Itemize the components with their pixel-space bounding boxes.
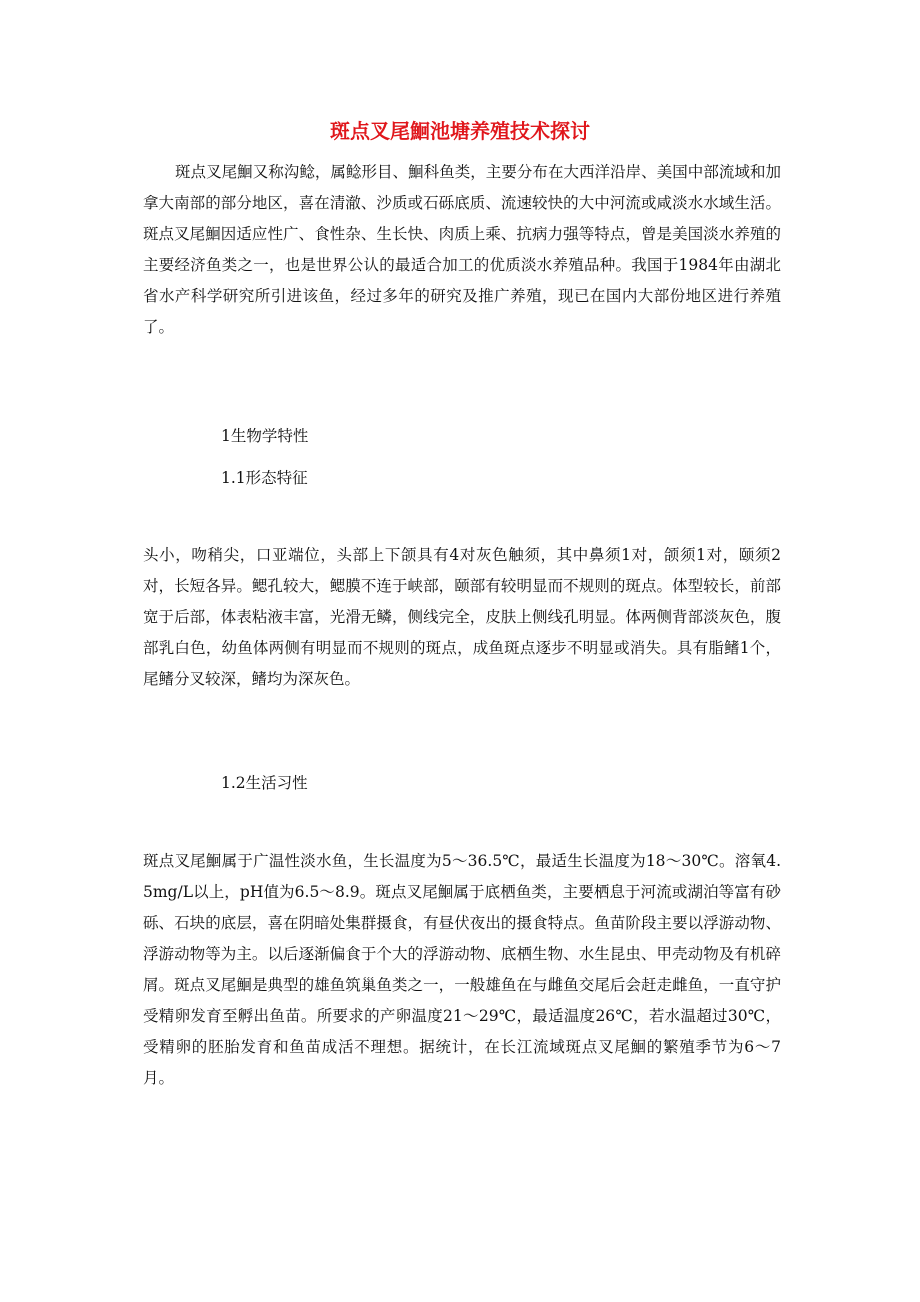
morphology-paragraph: 头小，吻稍尖，口亚端位，头部上下颌具有4对灰色触须，其中鼻须1对，颌须1对，颐须2对，长短各异。鳃孔较大，鳃膜不连于峡部，颐部有较明显而不规则的斑点。体型较长，前部宽于后部，体表粘液丰富，光滑无鳞，侧线完全，皮肤上侧线孔明显。体两侧背部淡灰色，腹部乳白色，幼鱼体两侧有明显而不规则的斑点，成鱼斑点逐步不明显或消失。具有脂鳍1个，尾鳍分叉较深，鳍均为深灰色。 [143, 546, 781, 688]
section-heading-biology: 1生物学特性 [221, 427, 309, 445]
intro-paragraph: 斑点叉尾鮰又称沟鲶，属鲶形目、鮰科鱼类，主要分布在大西洋沿岸、美国中部流域和加拿大南部的部分地区，喜在清澈、沙质或石砾底质、流速较快的大中河流或咸淡水水域生活。斑点叉尾鮰因适应性广、食性杂、生长快、肉质上乘、抗病力强等特点，曾是美国淡水养殖的主要经济鱼类之一，也是世界公认的最适合加工的优质淡水养殖品种。我国于1984年由湖北省水产科学研究所引进该鱼，经过多年的研究及推广养殖，现已在国内大部份地区进行养殖了。 [143, 163, 781, 336]
habits-paragraph: 斑点叉尾鮰属于广温性淡水鱼，生长温度为5～36.5℃，最适生长温度为18～30℃。溶氧4.5mg/L以上，pH值为6.5～8.9。斑点叉尾鮰属于底栖鱼类，主要栖息于河流或湖泊等富有砂砾、石块的底层，喜在阴暗处集群摄食，有昼伏夜出的摄食特点。鱼苗阶段主要以浮游动物、浮游动物等为主。以后逐渐偏食于个大的浮游动物、底栖生物、水生昆虫、甲壳动物及有机碎屑。斑点叉尾鮰是典型的雄鱼筑巢鱼类之一，一般雄鱼在与雌鱼交尾后会赶走雌鱼，一直守护受精卵发育至孵出鱼苗。所要求的产卵温度21～29℃，最适温度26℃，若水温超过30℃，受精卵的胚胎发育和鱼苗成活不理想。据统计，在长江流域斑点叉尾鮰的繁殖季节为6～7月。 [143, 852, 781, 1087]
section-heading-habits: 1.2生活习性 [221, 774, 308, 792]
section-heading-morphology: 1.1形态特征 [221, 469, 308, 487]
document-title: 斑点叉尾鮰池塘养殖技术探讨 [330, 119, 590, 143]
